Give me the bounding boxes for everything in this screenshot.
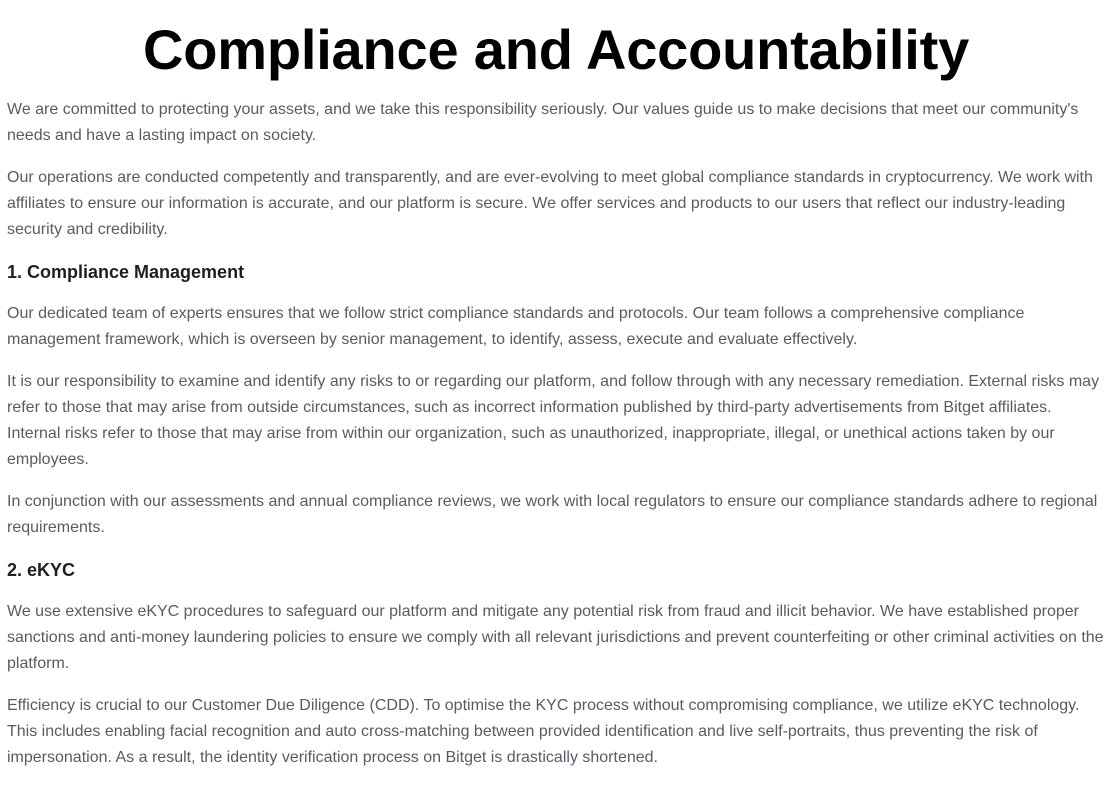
- page-content: [0, 18, 1112, 771]
- section-heading-compliance-management: 1. Compliance Management: [7, 262, 245, 282]
- page-title: Compliance and Accountability: [142, 18, 970, 81]
- section-paragraph: It is our responsibility to examine and identify any risks to or regarding our platform, and follow through with any necessary remediation. External risks may refer to those that may arise from outside circumstances, such as incorrect information published by third-party advertisements from Bitget affiliates. Internal risks refer to those that may arise from within our organization, such as unauthorized, inappropriate, illegal, or unethical actions taken by our employees.: [7, 373, 1100, 468]
- intro-paragraph: We are committed to protecting your assets, and we take this responsibility seriously. Our values guide us to make decisions that meet our community's needs and have a lasting impact on society.: [7, 101, 1079, 144]
- intro-paragraph: Our operations are conducted competently and transparently, and are ever-evolving to meet global compliance standards in cryptocurrency. We work with affiliates to ensure our information is accurate, and our platform is secure. We offer services and products to our users that reflect our industry-leading security and credibility.: [7, 169, 1093, 238]
- section-heading-ekyc: 2. eKYC: [7, 560, 76, 580]
- section-paragraph: In conjunction with our assessments and annual compliance reviews, we work with local regulators to ensure our compliance standards adhere to regional requirements.: [7, 493, 1098, 536]
- section-paragraph: Efficiency is crucial to our Customer Due Diligence (CDD). To optimise the KYC process without compromising compliance, we utilize eKYC technology. This includes enabling facial recognition and auto cross-matching between provided identification and live self-portraits, thus preventing the risk of impersonation. As a result, the identity verification process on Bitget is drastically shortened.: [7, 697, 1080, 766]
- section-paragraph: Our dedicated team of experts ensures that we follow strict compliance standards and protocols. Our team follows a comprehensive compliance management framework, which is overseen by senior management, to identify, assess, execute and evaluate effectively.: [7, 305, 1025, 348]
- section-paragraph: We use extensive eKYC procedures to safeguard our platform and mitigate any potential risk from fraud and illicit behavior. We have established proper sanctions and anti-money laundering policies to ensure we comply with all relevant jurisdictions and prevent counterfeiting or other criminal activities on the platform.: [7, 603, 1104, 672]
